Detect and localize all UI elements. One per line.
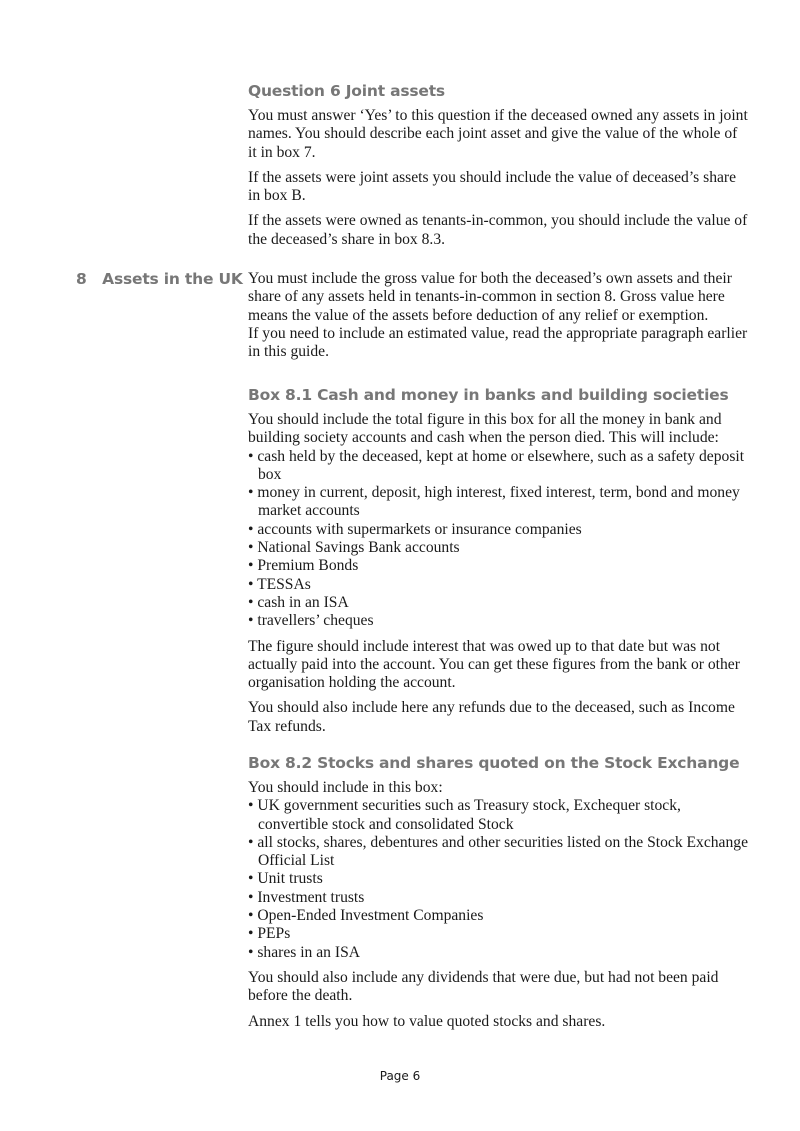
box-8-1-paragraph: You should also include here any refunds due to the deceased, such as Income Tax refunds. xyxy=(248,699,735,735)
box-8-2-paragraph: Annex 1 tells you how to value quoted stocks and shares. xyxy=(248,1012,606,1030)
box-8-2-section xyxy=(248,754,748,1031)
list-item: • travellers’ cheques xyxy=(248,612,748,630)
box-8-2-paragraph: You should also include any dividends that were due, but had not been paid before the death. xyxy=(248,968,719,1005)
box-8-1-intro: You should include the total figure in this box for all the money in bank and building society accounts and cash when the person died. This will include: xyxy=(248,411,722,447)
list-item: • Investment trusts xyxy=(248,889,748,907)
list-item: • shares in an ISA xyxy=(248,944,748,962)
box-8-1-paragraph: The figure should include interest that was owed up to that date but was not actually paid into the account. You can get these figures from the bank or other organisation holding the account. xyxy=(248,637,740,692)
box-8-2-intro: You should include in this box: xyxy=(248,779,443,796)
box-8-1-heading: Box 8.1 Cash and money in banks and building societies xyxy=(248,386,729,404)
list-item: • PEPs xyxy=(248,925,748,943)
list-item: • TESSAs xyxy=(248,576,748,594)
box-8-1-section xyxy=(248,386,748,736)
list-item: • National Savings Bank accounts xyxy=(248,539,748,557)
page-number: Page 6 xyxy=(379,1069,421,1083)
question-6-paragraph: You must answer ‘Yes’ to this question if the deceased owned any assets in joint names. You should describe each joint asset and give the value of the whole of it in box 7. xyxy=(248,107,748,161)
list-item: • Unit trusts xyxy=(248,870,748,888)
question-6-paragraph: If the assets were owned as tenants-in-common, you should include the value of the deceased’s share in box 8.3. xyxy=(248,212,748,248)
box-8-2-heading: Box 8.2 Stocks and shares quoted on the Stock Exchange xyxy=(248,754,740,772)
list-item: • Premium Bonds xyxy=(248,557,748,575)
list-item: • cash in an ISA xyxy=(248,594,748,612)
question-6-section xyxy=(248,82,748,249)
question-6-paragraph: If the assets were joint assets you should include the value of deceased’s share in box B. xyxy=(248,168,737,205)
list-item: • cash held by the deceased, kept at home or elsewhere, such as a safety deposit box xyxy=(248,448,748,485)
box-8-2-list xyxy=(248,797,748,962)
section-8-paragraph: You must include the gross value for both the deceased’s own assets and their share of any assets held in tenants-in-common in section 8. Gross value here means the value of the assets before deduction of any relief or exemption. xyxy=(248,270,732,324)
list-item: • all stocks, shares, debentures and other securities listed on the Stock Exchange Official List xyxy=(248,834,748,871)
list-item: • money in current, deposit, high interest, fixed interest, term, bond and money market accounts xyxy=(248,484,748,521)
list-item: • accounts with supermarkets or insurance companies xyxy=(248,521,748,539)
section-8-paragraph: If you need to include an estimated value, read the appropriate paragraph earlier in this guide. xyxy=(248,324,748,361)
list-item: • Open-Ended Investment Companies xyxy=(248,907,748,925)
box-8-1-list xyxy=(248,448,748,631)
question-6-heading: Question 6 Joint assets xyxy=(248,82,445,100)
section-8-intro xyxy=(248,270,748,361)
list-item: • UK government securities such as Treasury stock, Exchequer stock, convertible stock and consolidated Stock xyxy=(248,797,748,834)
section-8-heading: 8 Assets in the UK xyxy=(76,270,243,288)
